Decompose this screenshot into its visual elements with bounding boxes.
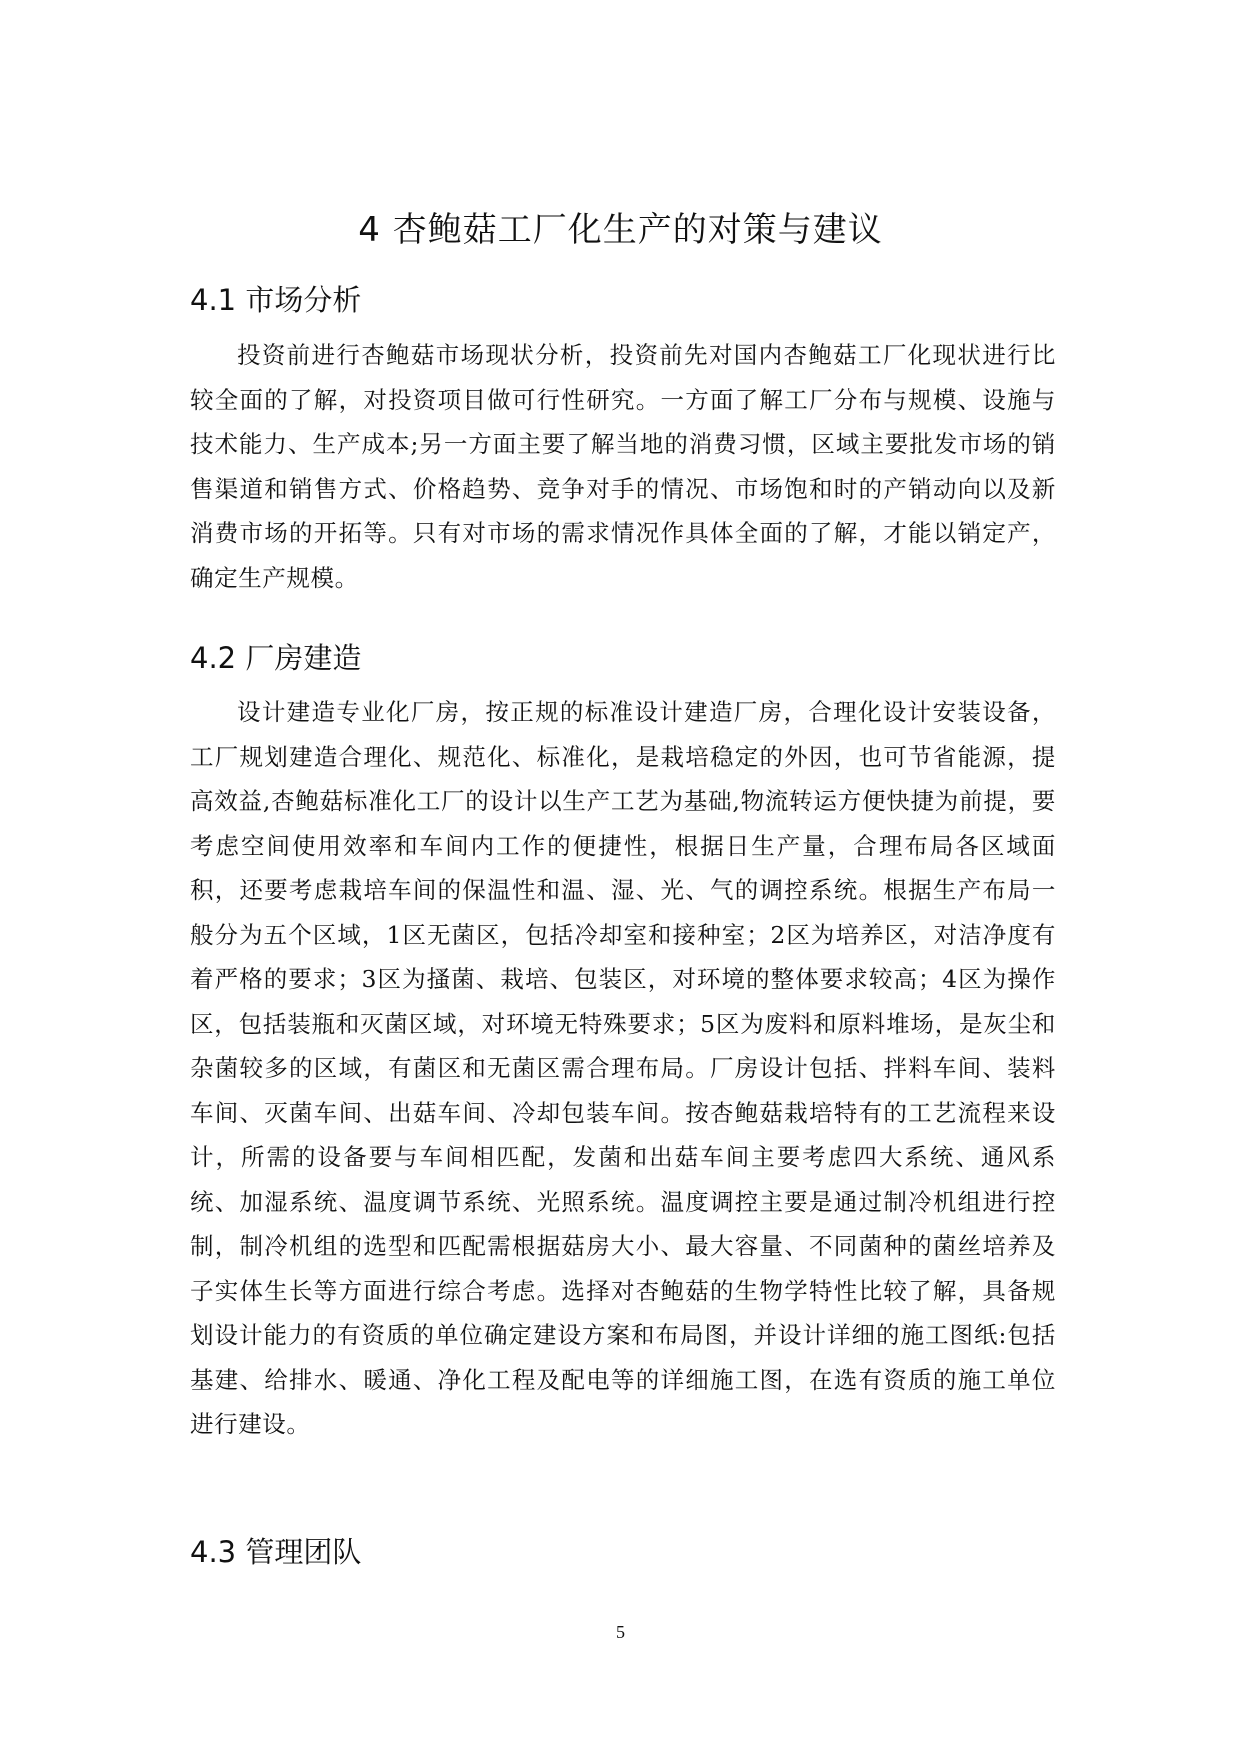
section-heading-management-team: 4.3 管理团队 bbox=[190, 1535, 362, 1569]
section-paragraph-market-analysis: 投资前进行杏鲍菇市场现状分析，投资前先对国内杏鲍菇工厂化现状进行比较全面的了解，对投资项目做可行性研究。一方面了解工厂分布与规模、设施与技术能力、生产成本;另一方面主要了解当地的消费习惯，区域主要批发市场的销售渠道和销售方式、价格趋势、竞争对手的情况、市场饱和时的产销动向以及新消费市场的开拓等。只有对市场的需求情况作具体全面的了解，才能以销定产，确定生产规模。 bbox=[190, 341, 1056, 592]
chapter-title: 4 杏鲍菇工厂化生产的对策与建议 bbox=[358, 210, 883, 250]
section-heading-market-analysis: 4.1 市场分析 bbox=[190, 283, 362, 317]
section-heading-plant-construction: 4.2 厂房建造 bbox=[190, 641, 362, 675]
page-number: 5 bbox=[616, 1622, 625, 1642]
section-paragraph-plant-construction: 设计建造专业化厂房，按正规的标准设计建造厂房，合理化设计安装设备，工厂规划建造合理化、规范化、标准化，是栽培稳定的外因，也可节省能源，提高效益,杏鲍菇标准化工厂的设计以生产工艺为基础,物流转运方便快捷为前提，要考虑空间使用效率和车间内工作的便捷性，根据日生产量，合理布局各区域面积，还要考虑栽培车间的保温性和温、湿、光、气的调控系统。根据生产布局一般分为五个区域，1区无菌区，包括冷却室和接种室；2区为培养区，对洁净度有着严格的要求；3区为搔菌、栽培、包装区，对环境的整体要求较高；4区为操作区，包括装瓶和灭菌区域，对环境无特殊要求；5区为废料和原料堆场，是灰尘和杂菌较多的区域，有菌区和无菌区需合理布局。厂房设计包括、拌料车间、装料车间、灭菌车间、出菇车间、冷却包装车间。按杏鲍菇栽培特有的工艺流程来设计，所需的设备要与车间相匹配，发菌和出菇车间主要考虑四大系统、通风系统、加湿系统、温度调节系统、光照系统。温度调控主要是通过制冷机组进行控制，制冷机组的选型和匹配需根据菇房大小、最大容量、不同菌种的菌丝培养及子实体生长等方面进行综合考虑。选择对杏鲍菇的生物学特性比较了解，具备规划设计能力的有资质的单位确定建设方案和布局图，并设计详细的施工图纸:包括基建、给排水、暖通、净化工程及配电等的详细施工图，在选有资质的施工单位进行建设。 bbox=[190, 698, 1056, 1438]
